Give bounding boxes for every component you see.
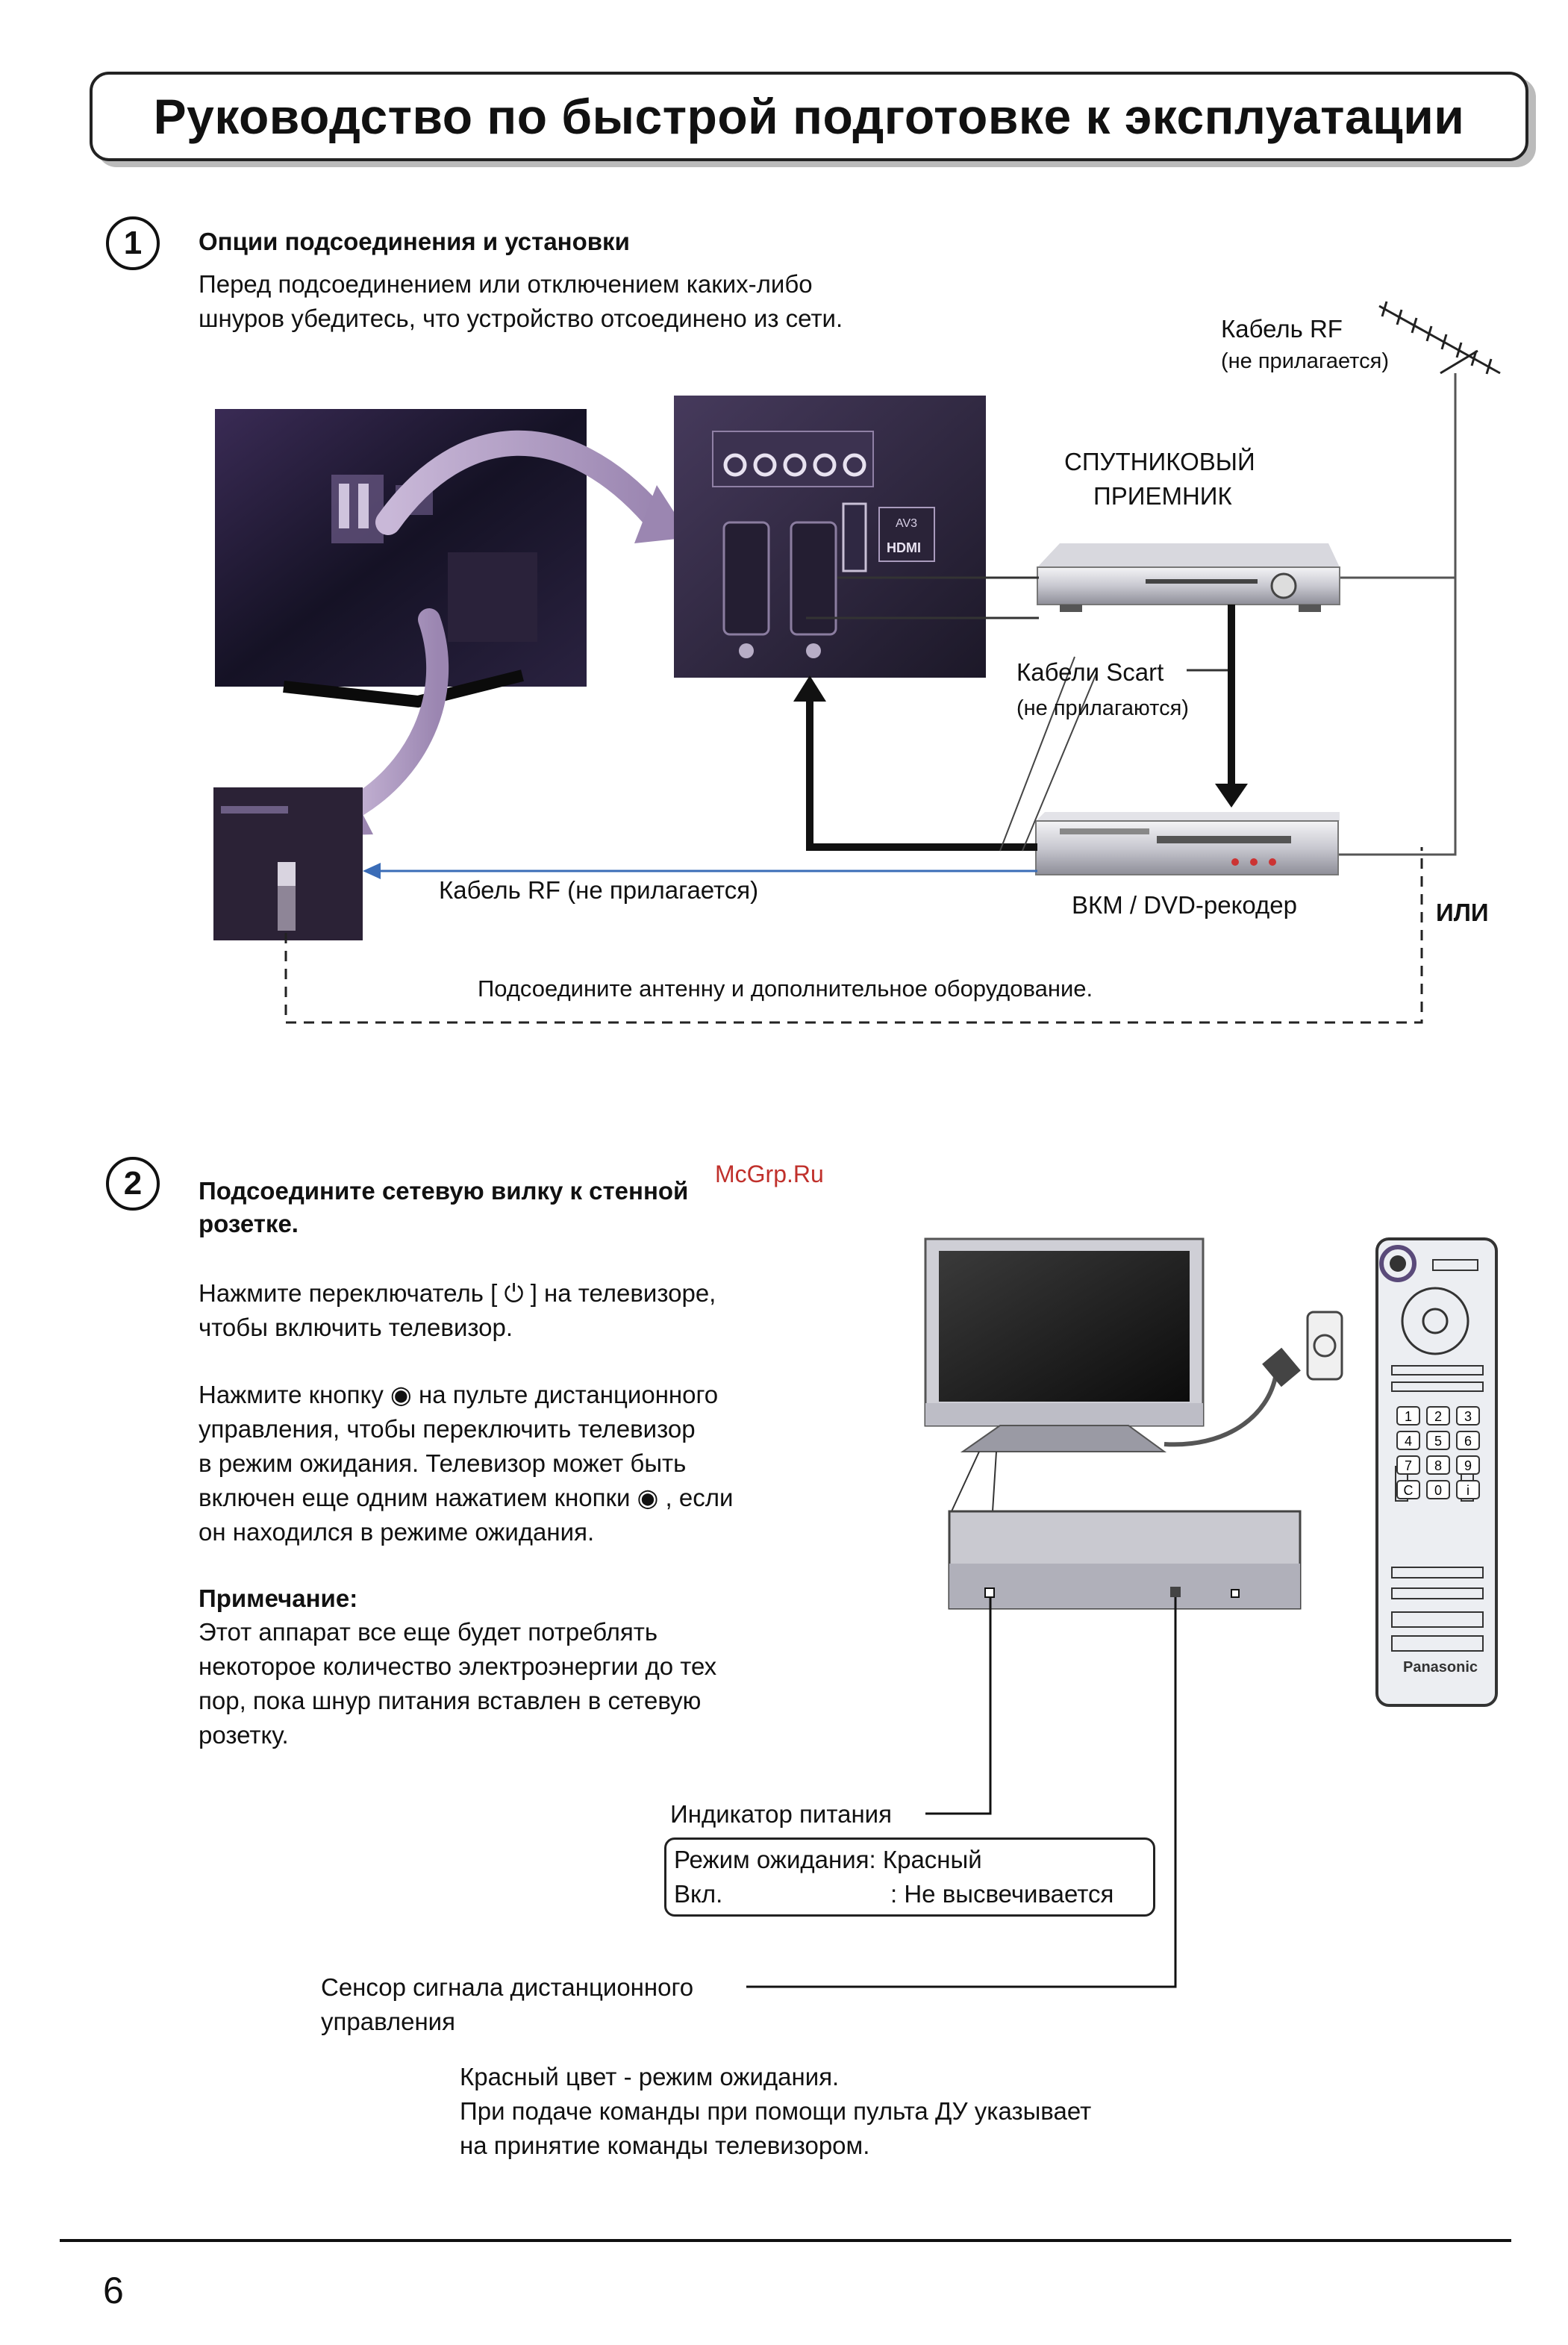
wall-socket-icon: [1308, 1312, 1342, 1379]
note-heading: Примечание:: [199, 1584, 358, 1612]
rf-cable-bottom-label: Кабель RF (не прилагается): [439, 876, 759, 904]
section-1-heading: Опции подсоединения и установки: [199, 228, 630, 255]
or-label: ИЛИ: [1436, 899, 1489, 926]
recorder-image: [1036, 812, 1340, 875]
section-1-number: 1: [106, 216, 160, 270]
section-2-number: 2: [106, 1157, 160, 1211]
antenna-icon: [1379, 302, 1500, 374]
remote-key-label: 4: [1404, 1434, 1413, 1449]
remote-key-label: 8: [1434, 1458, 1443, 1473]
scart-cables-label: Кабели Scart: [1016, 658, 1164, 686]
rf-cable-top-note: (не прилагается): [1221, 349, 1389, 373]
note-line3: пор, пока шнур питания вставлен в сетевую: [199, 1687, 702, 1714]
on-label: Вкл.: [674, 1880, 723, 1908]
section-2-p2-line3: в режим ожидания. Телевизор может быть: [199, 1449, 687, 1477]
tv-front-image: [925, 1239, 1203, 1452]
satellite-receiver-image: [1037, 543, 1340, 612]
remote-sensor-label-2: управления: [321, 2008, 455, 2035]
remote-key-label: i: [1467, 1483, 1469, 1498]
bottom-note-line2: При подаче команды при помощи пульта ДУ указывает: [460, 2097, 1092, 2125]
page-number: 6: [103, 2270, 124, 2311]
recorder-label: ВКМ / DVD-рекодер: [1072, 891, 1297, 919]
footer-rule: [60, 2239, 1511, 2242]
section-2-p1-line1: Нажмите переключатель [ ⏻ ] на телевизоре,: [199, 1279, 716, 1307]
section-1-intro-line2: шнуров убедитесь, что устройство отсоединено из сети.: [199, 305, 843, 332]
standby-label: Режим ожидания: Красный: [674, 1846, 982, 1873]
bottom-note-line1: Красный цвет - режим ожидания.: [460, 2063, 840, 2090]
remote-key-label: 0: [1434, 1483, 1443, 1498]
connector-panel-image: [674, 396, 986, 678]
remote-key-label: 7: [1404, 1458, 1413, 1473]
section-2-p2-line5: он находился в режиме ожидания.: [199, 1518, 595, 1546]
remote-key-label: C: [1403, 1483, 1414, 1498]
av-label: AV3: [896, 517, 918, 530]
note-line4: розетку.: [199, 1721, 289, 1749]
on-value: : Не высвечивается: [890, 1880, 1114, 1908]
section-2-p2-line4: включен еще одним нажатием кнопки ◉ , если: [199, 1484, 734, 1511]
connect-note: Подсоедините антенну и дополнительное оборудование.: [478, 975, 1093, 1002]
remote-key-label: 2: [1434, 1409, 1443, 1424]
section-2-p2-line2: управления, чтобы переключить телевизор: [199, 1415, 696, 1443]
remote-key-label: 3: [1464, 1409, 1472, 1424]
section-2-heading-line2: розетке.: [199, 1210, 299, 1237]
power-indicator-label: Индикатор питания: [670, 1800, 892, 1828]
page-title: Руководство по быстрой подготовке к эксплуатации: [153, 89, 1465, 144]
remote-brand-label: Panasonic: [1403, 1659, 1478, 1676]
satellite-receiver-label-1: СПУТНИКОВЫЙ: [1064, 448, 1255, 475]
section-1-intro-line1: Перед подсоединением или отключением каких-либо: [199, 270, 813, 298]
section-2-p1-line2: чтобы включить телевизор.: [199, 1314, 513, 1341]
remote-key-label: 6: [1464, 1434, 1472, 1449]
tv-front-panel: [949, 1452, 1300, 1608]
section-2-heading-line1: Подсоедините сетевую вилку к стенной: [199, 1177, 689, 1205]
remote-sensor-label-1: Сенсор сигнала дистанционного: [321, 1973, 694, 2001]
rf-cable-top-label: Кабель RF: [1221, 315, 1343, 343]
note-line1: Этот аппарат все еще будет потреблять: [199, 1618, 658, 1646]
remote-key-label: 5: [1434, 1434, 1443, 1449]
remote-key-label: 1: [1404, 1409, 1413, 1424]
rf-socket-image: [213, 787, 363, 940]
scart-cables-note: (не прилагаются): [1016, 696, 1189, 720]
remote-key-label: 9: [1464, 1458, 1472, 1473]
bottom-note-line3: на принятие команды телевизором.: [460, 2132, 870, 2159]
satellite-receiver-label-2: ПРИЕМНИК: [1093, 482, 1232, 510]
section-2-p2-line1: Нажмите кнопку ◉ на пульте дистанционного: [199, 1381, 719, 1408]
watermark: McGrp.Ru: [715, 1161, 824, 1187]
hdmi-label: HDMI: [887, 540, 921, 555]
note-line2: некоторое количество электроэнергии до тех: [199, 1652, 717, 1680]
status-box: [664, 1837, 1155, 1917]
